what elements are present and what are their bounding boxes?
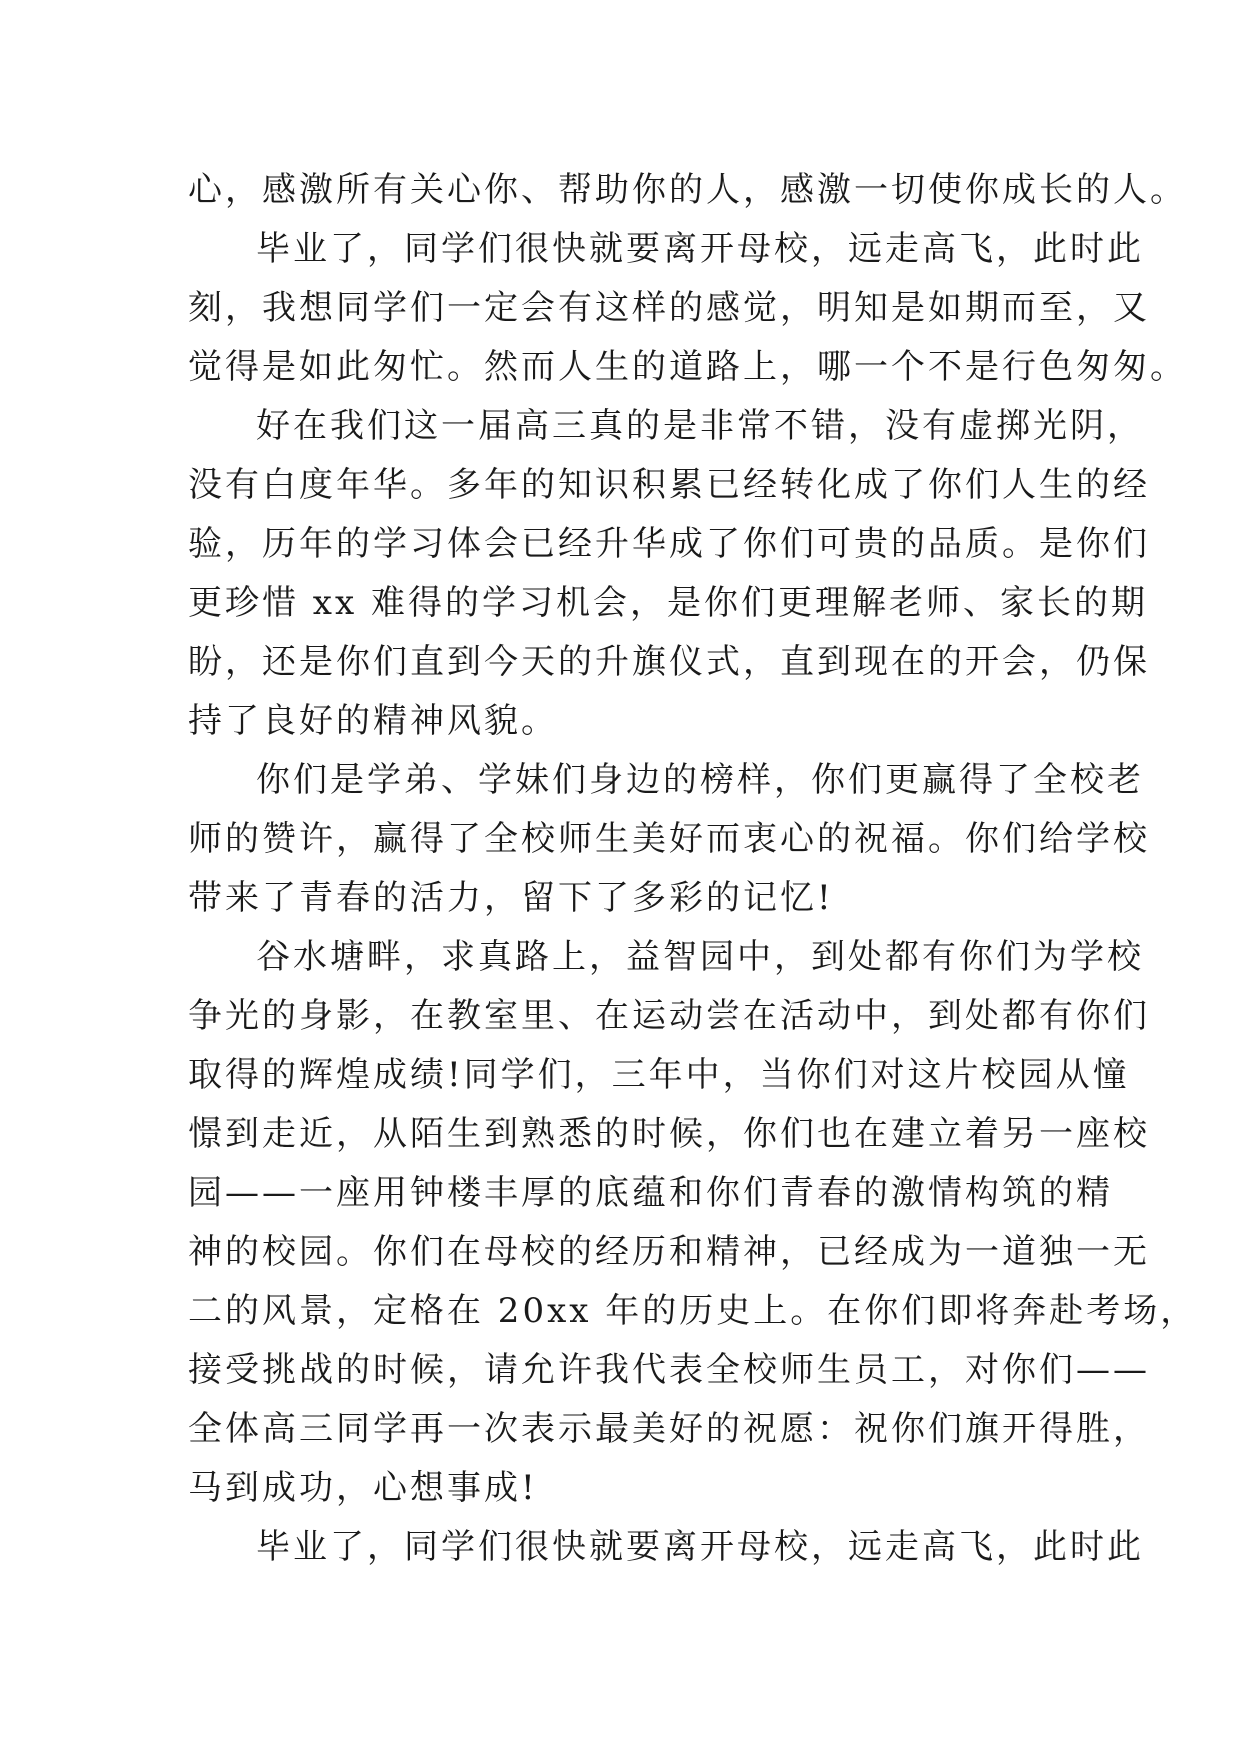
text-line: 没有白度年华。多年的知识积累已经转化成了你们人生的经 (188, 465, 1150, 505)
text-line: 二的风景，定格在 20xx 年的历史上。在你们即将奔赴考场， (188, 1291, 1198, 1331)
text-line: 神的校园。你们在母校的经历和精神，已经成为一道独一无 (188, 1232, 1150, 1272)
text-line: 验，历年的学习体会已经升华成了你们可贵的品质。是你们 (188, 524, 1150, 564)
text-line: 带来了青春的活力，留下了多彩的记忆! (188, 878, 834, 918)
text-line: 园——一座用钟楼丰厚的底蕴和你们青春的激情构筑的精 (188, 1173, 1113, 1213)
text-line: 持了良好的精神风貌。 (188, 701, 558, 741)
text-line: 谷水塘畔，求真路上，益智园中，到处都有你们为学校 (256, 937, 1144, 977)
body-text (188, 161, 1198, 1577)
text-line: 好在我们这一届高三真的是非常不错，没有虚掷光阴， (256, 406, 1144, 446)
text-line: 觉得是如此匆忙。然而人生的道路上，哪一个不是行色匆匆。 (188, 347, 1187, 387)
text-line: 接受挑战的时候，请允许我代表全校师生员工，对你们—— (188, 1350, 1150, 1390)
text-line: 心，感激所有关心你、帮助你的人，感激一切使你成长的人。 (188, 170, 1187, 210)
text-line: 争光的身影，在教室里、在运动尝在活动中，到处都有你们 (188, 996, 1150, 1036)
text-line: 你们是学弟、学妹们身边的榜样，你们更赢得了全校老 (256, 760, 1144, 800)
text-line: 更珍惜 xx 难得的学习机会，是你们更理解老师、家长的期 (188, 583, 1148, 623)
text-line: 取得的辉煌成绩!同学们，三年中，当你们对这片校园从憧 (188, 1055, 1130, 1095)
text-line: 刻，我想同学们一定会有这样的感觉，明知是如期而至，又 (188, 288, 1150, 328)
text-line: 师的赞许，赢得了全校师生美好而衷心的祝福。你们给学校 (188, 819, 1150, 859)
text-line: 毕业了，同学们很快就要离开母校，远走高飞，此时此 (256, 229, 1144, 269)
text-line: 盼，还是你们直到今天的升旗仪式，直到现在的开会，仍保 (188, 642, 1150, 682)
text-line: 全体高三同学再一次表示最美好的祝愿：祝你们旗开得胜， (188, 1409, 1150, 1449)
text-line: 马到成功，心想事成! (188, 1468, 538, 1508)
text-line: 毕业了，同学们很快就要离开母校，远走高飞，此时此 (256, 1527, 1144, 1567)
text-line: 憬到走近，从陌生到熟悉的时候，你们也在建立着另一座校 (188, 1114, 1150, 1154)
